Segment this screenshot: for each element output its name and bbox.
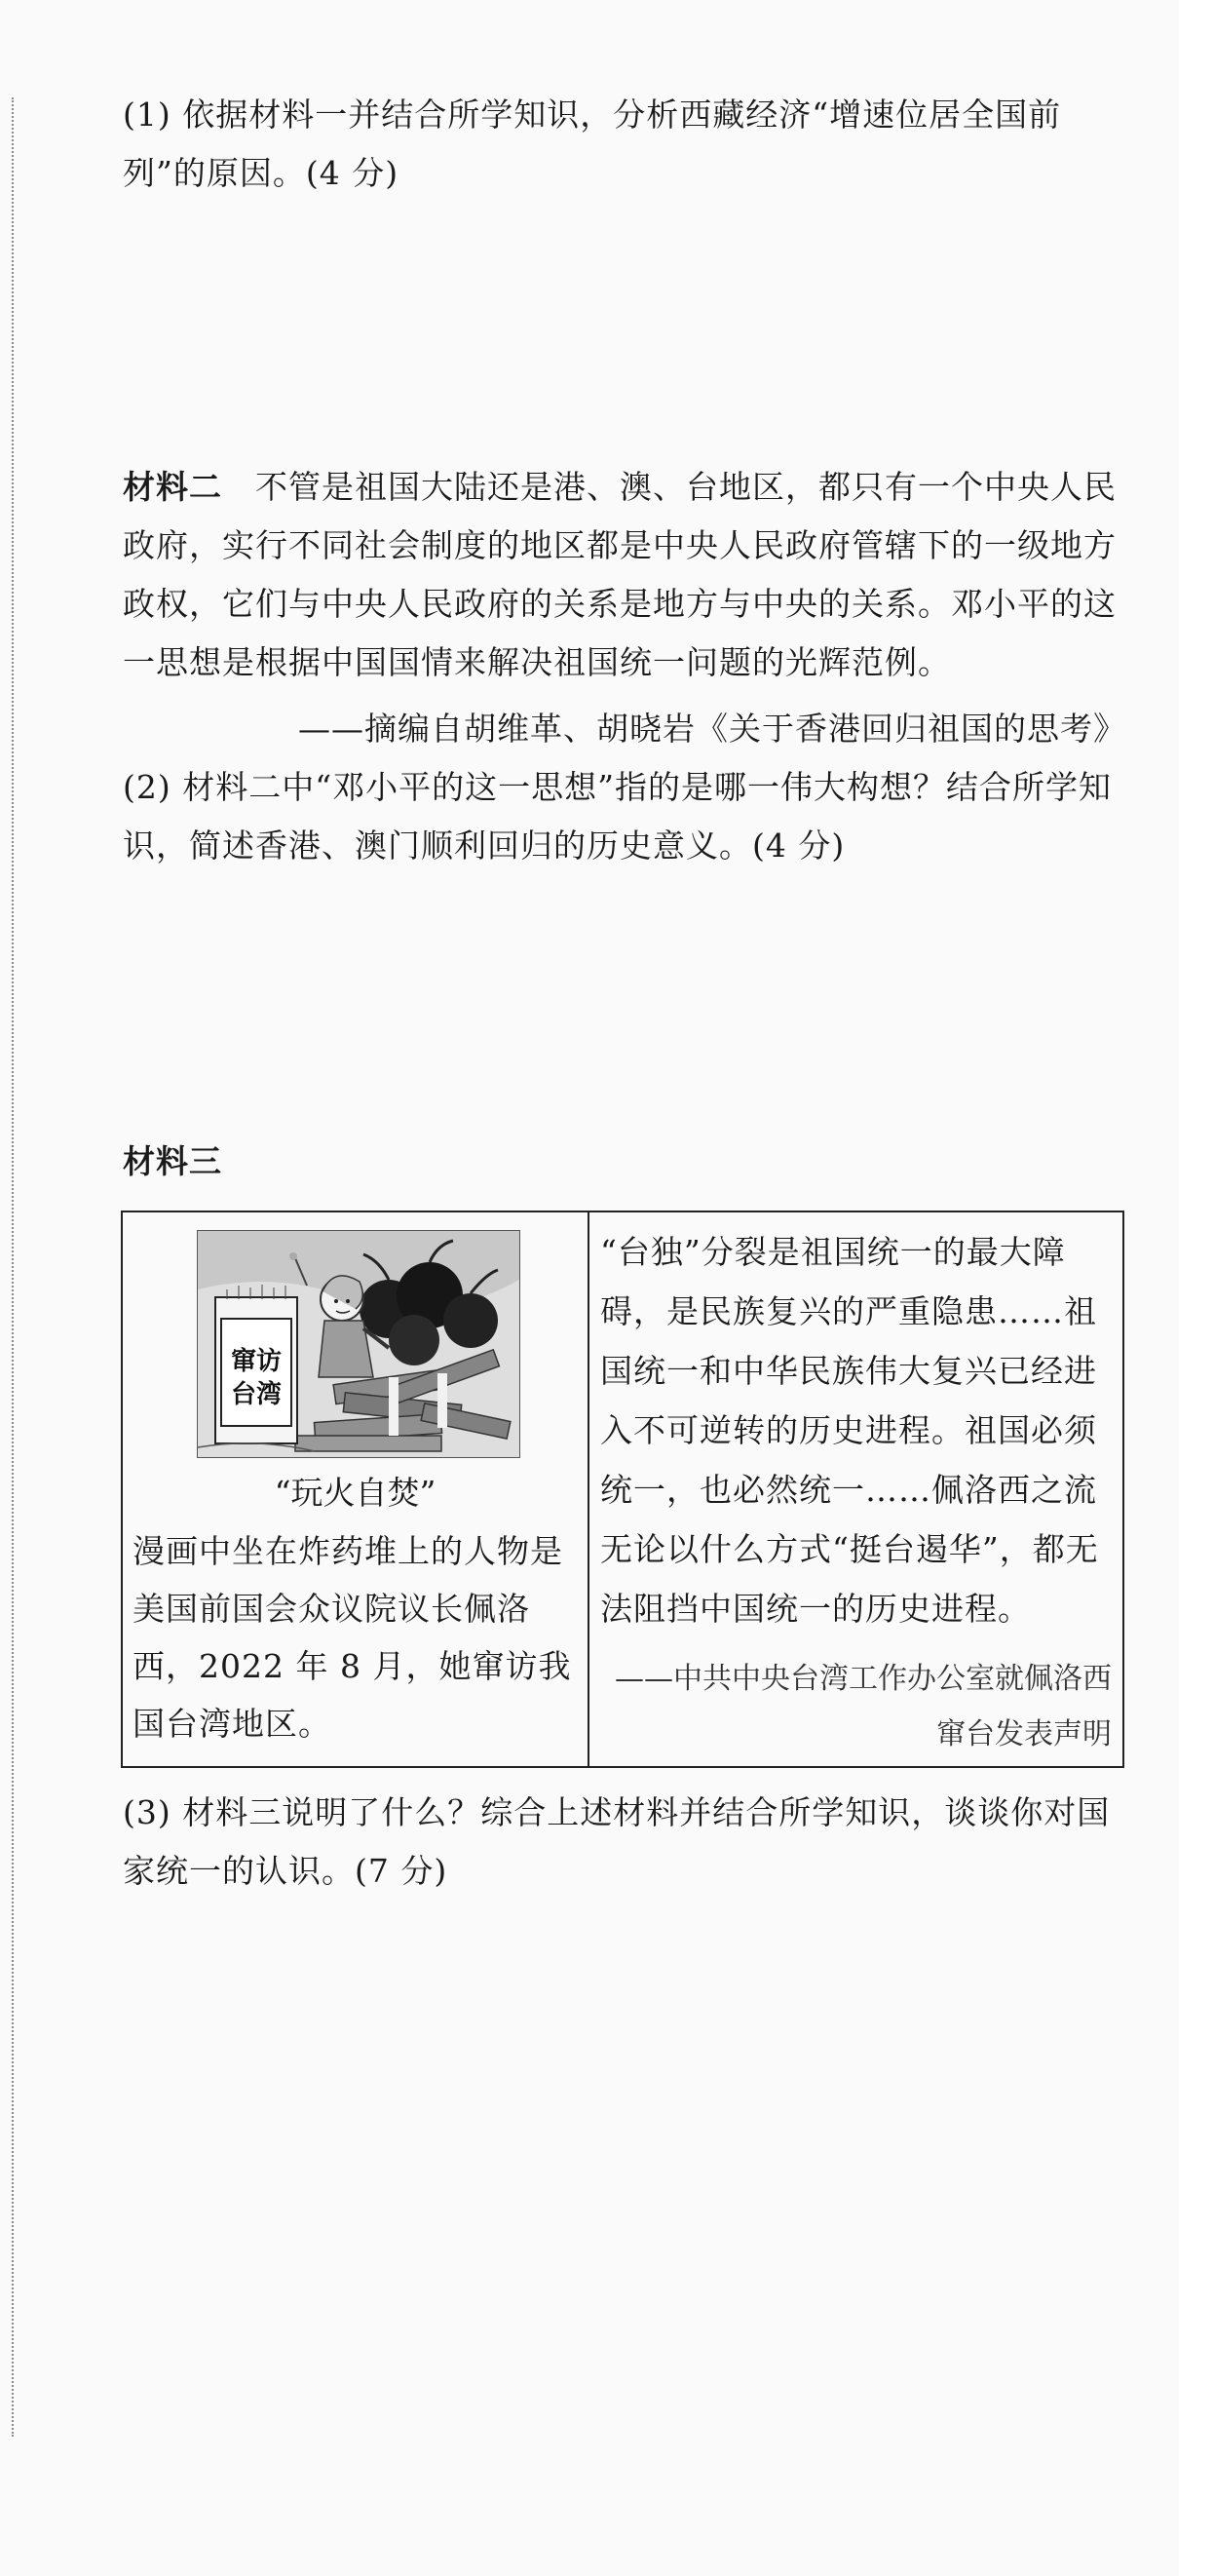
question-3: (3) 材料三说明了什么？综合上述材料并结合所学知识，谈谈你对国家统一的认识。(7 分)	[123, 1793, 1111, 1890]
question-1: (1) 依据材料一并结合所学知识，分析西藏经济“增速位居全国前列”的原因。(4 分)	[123, 96, 1062, 192]
material-2-source: ——摘编自胡维革、胡晓岩《关于香港回归祖国的思考》	[298, 710, 1126, 748]
table-divider	[588, 1212, 589, 1766]
cartoon-caption: “玩火自焚”	[274, 1474, 436, 1512]
cartoon-sign-line-2: 台湾	[230, 1380, 283, 1409]
material-3-label: 材料三	[123, 1142, 222, 1180]
binding-margin-line	[12, 97, 14, 2437]
material-3-left-cell	[123, 1212, 588, 1766]
cartoon-description: 漫画中坐在炸药堆上的人物是美国前国会众议院议长佩洛西，2022 年 8 月，她窜访我国台湾地区。	[133, 1532, 572, 1743]
material-2-label: 材料二	[123, 468, 222, 506]
statement-source: ——中共中央台湾工作办公室就佩洛西窜台发表声明	[615, 1662, 1112, 1751]
cartoon-sign-line-1: 窜访	[230, 1347, 283, 1376]
cartoon-illustration	[197, 1230, 520, 1458]
material-3-table	[121, 1211, 1124, 1768]
statement-body: “台独”分裂是祖国统一的最大障碍，是民族复兴的严重隐患……祖国统一和中华民族伟大复兴已经进入不可逆转的历史进程。祖国必须统一，也必然统一……佩洛西之流无论以什么方式“挺台遏华”，都无法阻挡中国统一的历史进程。	[600, 1233, 1099, 1628]
material-2-body: 不管是祖国大陆还是港、澳、台地区，都只有一个中央人民政府，实行不同社会制度的地区都是中央人民政府管辖下的一级地方政权，它们与中央人民政府的关系是地方与中央的关系。邓小平的这一思想是根据中国国情来解决祖国统一问题的光辉范例。	[123, 468, 1117, 681]
question-2: (2) 材料二中“邓小平的这一思想”指的是哪一伟大构想？结合所学知识，简述香港、澳门顺利回归的历史意义。(4 分)	[123, 768, 1112, 865]
material-2	[123, 458, 1126, 692]
